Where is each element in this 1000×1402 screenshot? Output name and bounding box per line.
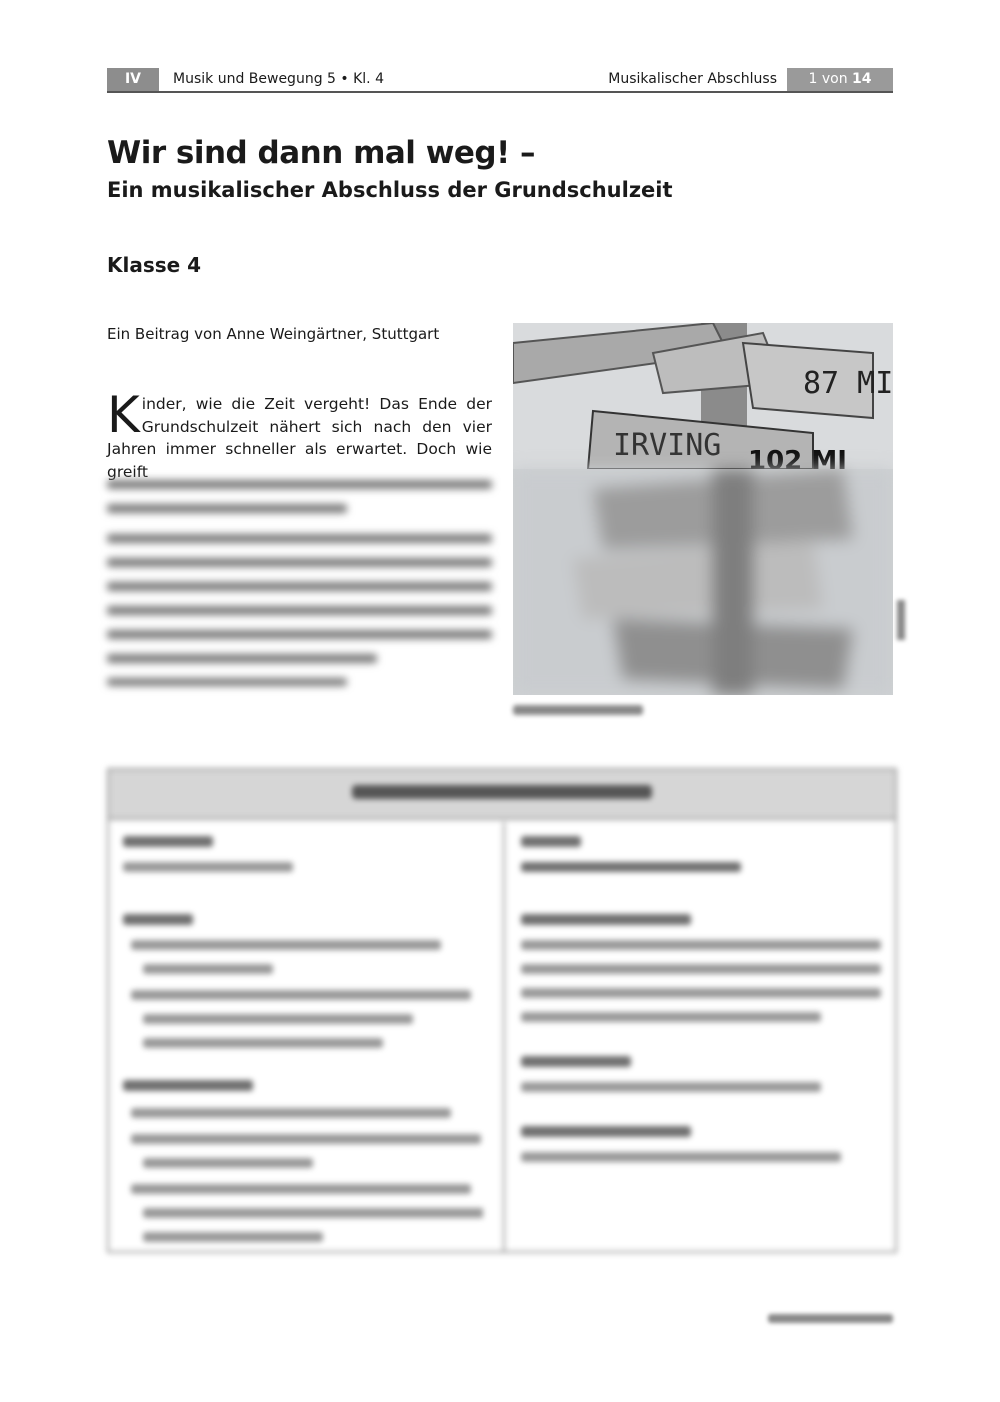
intro-paragraph [107, 386, 492, 483]
signpost-illustration [513, 323, 893, 469]
box-header-blur [352, 785, 652, 799]
photo-sharp-area [513, 323, 893, 469]
sign-small-text: 87 MI [803, 366, 893, 401]
blurred-signposts [513, 469, 893, 695]
topic-label: Musikalischer Abschluss [608, 71, 777, 87]
credit-blur [897, 600, 905, 640]
photo-caption [513, 705, 643, 720]
header-rule [107, 91, 893, 93]
overview-right-column [507, 822, 895, 1251]
blurred-text [107, 476, 492, 694]
page-title: Wir sind dann mal weg! – [107, 135, 535, 171]
section-label: IV [107, 68, 159, 91]
left-column-blur [123, 830, 483, 1250]
page-total: 14 [852, 71, 872, 87]
series-label: Musik und Bewegung 5 • Kl. 4 [173, 71, 384, 87]
page-header [107, 68, 893, 93]
overview-box-header [109, 770, 895, 820]
page-counter: 1 von 14 [787, 68, 893, 91]
signpost-photo [513, 323, 893, 695]
photo-credit [897, 600, 908, 640]
page-subtitle: Ein musikalischer Abschluss der Grundschulzeit [107, 178, 673, 202]
sign-distance-text: 102 MI [748, 446, 847, 469]
page-footer [768, 1314, 893, 1327]
footer-blur [768, 1314, 893, 1324]
blurred-text-lines [107, 476, 492, 686]
caption-blur [513, 705, 643, 717]
photo-blurred-area [513, 469, 893, 695]
right-column-blur [521, 830, 881, 1170]
author-line: Ein Beitrag von Anne Weingärtner, Stuttgart [107, 325, 440, 343]
overview-left-column [109, 822, 505, 1251]
sign-main-text: IRVING [613, 428, 722, 463]
overview-box [107, 768, 897, 1253]
intro-text: inder, wie die Zeit vergeht! Das Ende der Grundschulzeit nähert sich nach den vier Jahren immer schneller als erwartet. Doch wie greift [107, 395, 492, 481]
drop-cap: K [107, 386, 140, 444]
grade-heading: Klasse 4 [107, 253, 202, 277]
